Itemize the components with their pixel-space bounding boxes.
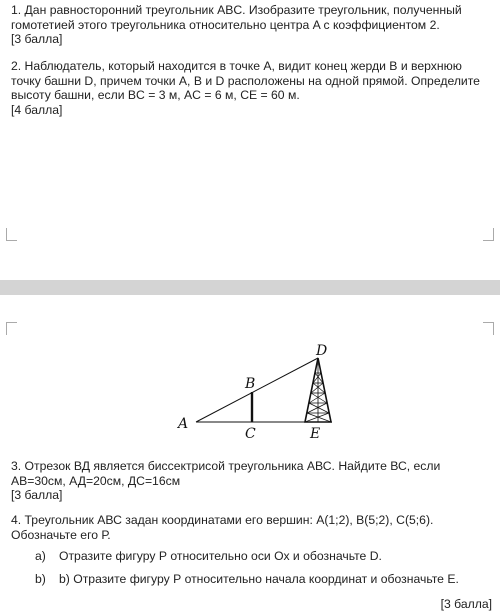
label-e: E [310, 426, 321, 442]
option-a-text: Отразите фигуру Р относительно оси Ох и обозначьте D. [59, 549, 382, 563]
crop-mark-bottom-right [483, 228, 494, 241]
task-1-line-1: 1. Дан равносторонний треугольник ABC. Изобразите треугольник, полученный [11, 3, 462, 17]
crop-mark-bottom-left [6, 228, 17, 241]
sight-line [196, 358, 318, 422]
crop-mark-top-right [483, 322, 494, 335]
task-4-line-1: 4. Треугольник АВС задан координатами его вершин: А(1;2), В(5;2), С(5;6). [11, 513, 434, 527]
tower-icon [305, 358, 331, 422]
option-a-letter: a) [35, 549, 46, 563]
task-4-score: [3 балла] [440, 597, 492, 611]
task-4 [11, 513, 493, 542]
task-3 [11, 459, 493, 503]
option-b-text: b) Отразите фигуру Р относительно начала координат и обозначьте Е. [59, 572, 459, 586]
task-4-option-b [11, 572, 459, 587]
task-3-line-1: 3. Отрезок ВД является биссектрисой треугольника АВС. Найдите ВС, если [11, 459, 441, 473]
task-2-score: [4 балла] [11, 102, 63, 117]
task-4-line-2: Обозначьте его Р. [11, 527, 111, 542]
label-b: B [245, 376, 256, 392]
task-1-line-2: гомотетией этого треугольника относительно центра A с коэффициентом 2. [11, 17, 440, 32]
task-4-option-a [11, 549, 382, 564]
task-2-line-2: точку башни D, причем точки A, B и D расположены на одной прямой. Определите [11, 73, 480, 88]
crop-mark-top-left [6, 322, 17, 335]
task-2 [11, 59, 493, 117]
task-1-score: [3 балла] [11, 32, 63, 47]
option-b-letter: b) [35, 572, 46, 586]
label-a: A [178, 416, 189, 432]
task-2-line-3: высоту башни, если BC = 3 м, AC = 6 м, CE = 60 м. [11, 88, 300, 103]
task-3-score: [3 балла] [11, 488, 63, 503]
task-3-line-2: АВ=30см, АД=20см, ДС=16см [11, 473, 181, 488]
tower-figure [170, 340, 370, 445]
page-separator [0, 280, 500, 295]
task-2-line-1: 2. Наблюдатель, который находится в точке А, видит конец жерди B и верхнюю [11, 59, 462, 73]
label-c: C [245, 426, 256, 442]
label-d: D [316, 343, 328, 359]
task-1 [11, 3, 493, 47]
